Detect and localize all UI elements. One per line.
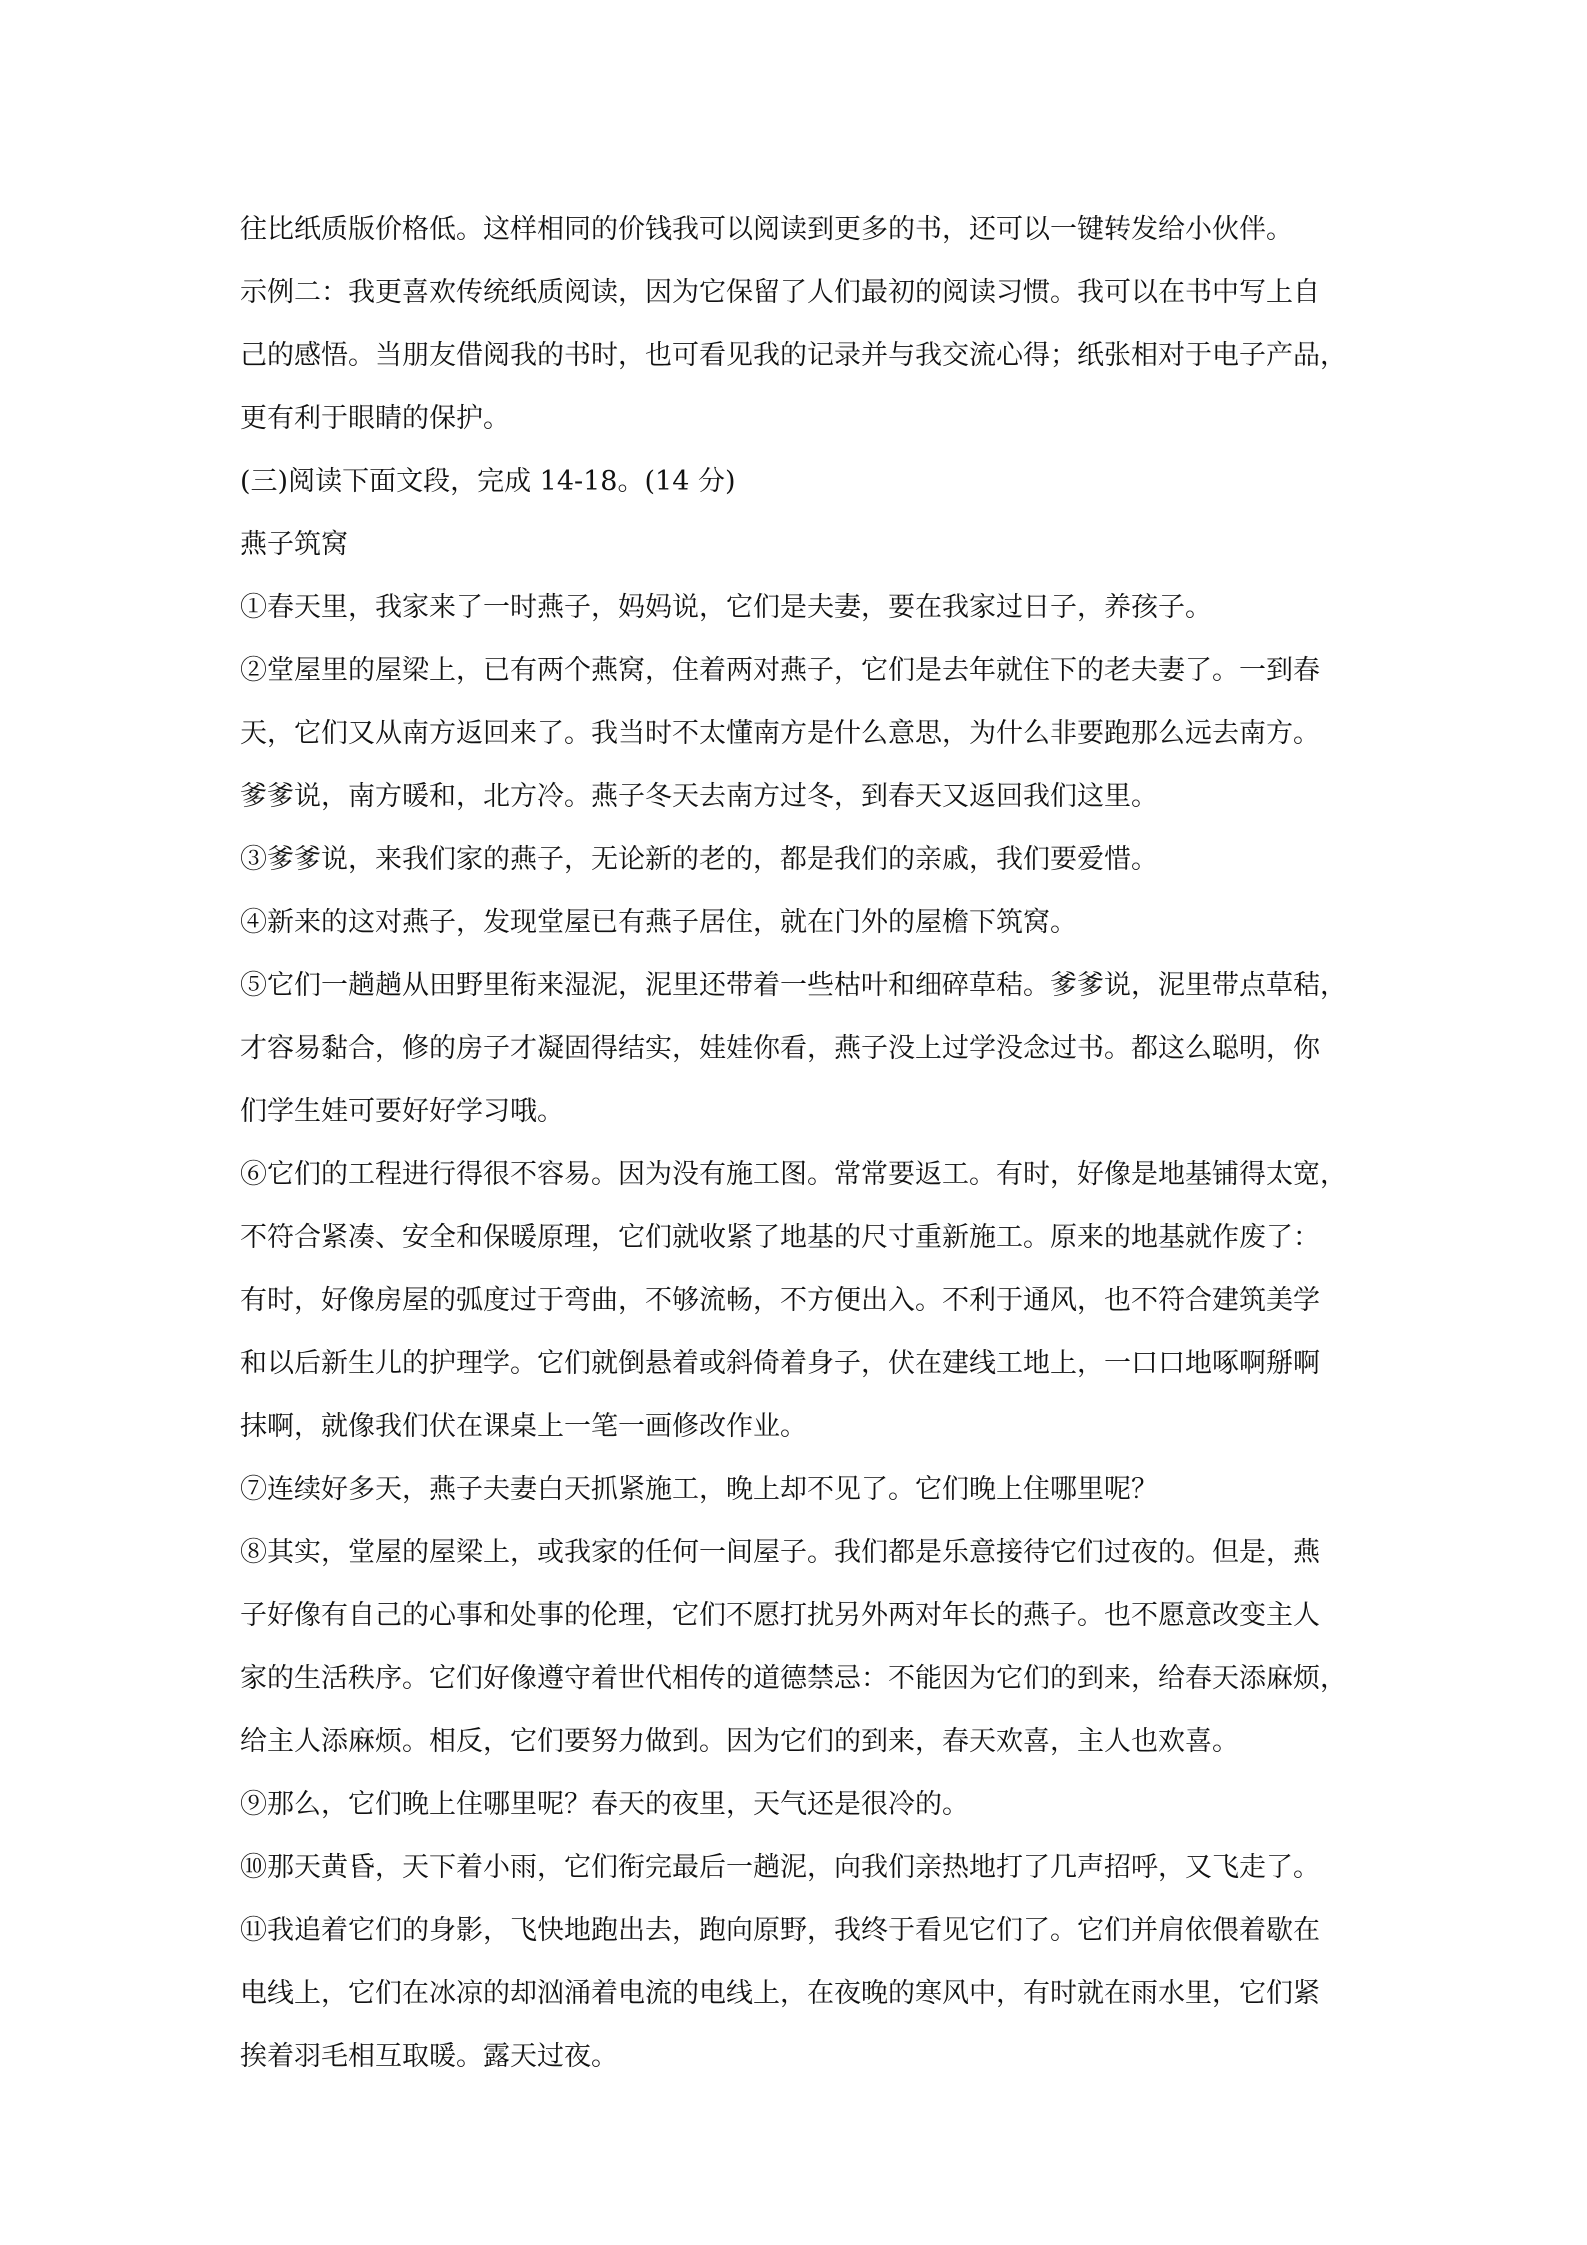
section-heading: (三)阅读下面文段，完成 14-18。(14 分) xyxy=(240,466,736,497)
text-line: ④新来的这对燕子，发现堂屋已有燕子居住，就在门外的屋檐下筑窝。 xyxy=(240,907,1077,938)
text-line: ③爹爹说，来我们家的燕子，无论新的老的，都是我们的亲戚，我们要爱惜。 xyxy=(240,844,1158,875)
text-line: 给主人添麻烦。相反，它们要努力做到。因为它们的到来，春天欢喜，主人也欢喜。 xyxy=(240,1726,1239,1757)
text-line: 家的生活秩序。它们好像遵守着世代相传的道德禁忌：不能因为它们的到来，给春天添麻烦， xyxy=(240,1663,1347,1694)
text-line: 抹啊，就像我们伏在课桌上一笔一画修改作业。 xyxy=(240,1411,807,1442)
text-line: 示例二：我更喜欢传统纸质阅读，因为它保留了人们最初的阅读习惯。我可以在书中写上自 xyxy=(240,277,1320,308)
text-line: 不符合紧凑、安全和保暖原理，它们就收紧了地基的尺寸重新施工。原来的地基就作废了： xyxy=(240,1222,1320,1253)
text-line: ⑪我追着它们的身影，飞快地跑出去，跑向原野，我终于看见它们了。它们并肩依偎着歇在 xyxy=(240,1915,1320,1946)
text-line: 更有利于眼睛的保护。 xyxy=(240,403,510,434)
text-line: 电线上，它们在冰凉的却汹涌着电流的电线上，在夜晚的寒风中，有时就在雨水里，它们紧 xyxy=(240,1978,1320,2009)
text-line: ②堂屋里的屋梁上，已有两个燕窝，住着两对燕子，它们是去年就住下的老夫妻了。一到春 xyxy=(240,655,1320,686)
text-line: 子好像有自己的心事和处事的伦理，它们不愿打扰另外两对年长的燕子。也不愿意改变主人 xyxy=(240,1600,1320,1631)
text-line: ⑥它们的工程进行得很不容易。因为没有施工图。常常要返工。有时，好像是地基铺得太宽， xyxy=(240,1159,1347,1190)
text-line: ⑧其实，堂屋的屋梁上，或我家的任何一间屋子。我们都是乐意接待它们过夜的。但是，燕 xyxy=(240,1537,1320,1568)
text-line: 才容易黏合，修的房子才凝固得结实，娃娃你看，燕子没上过学没念过书。都这么聪明，你 xyxy=(240,1033,1320,1064)
text-line: 有时，好像房屋的弧度过于弯曲，不够流畅，不方便出入。不利于通风，也不符合建筑美学 xyxy=(240,1285,1320,1316)
text-line: ⑩那天黄昏，天下着小雨，它们衔完最后一趟泥，向我们亲热地打了几声招呼，又飞走了。 xyxy=(240,1852,1320,1883)
text-line: ⑦连续好多天，燕子夫妻白天抓紧施工，晚上却不见了。它们晚上住哪里呢？ xyxy=(240,1474,1158,1505)
text-line: 和以后新生儿的护理学。它们就倒悬着或斜倚着身子，伏在建线工地上，一口口地啄啊掰啊 xyxy=(240,1348,1320,1379)
text-line: 爹爹说，南方暖和，北方冷。燕子冬天去南方过冬，到春天又返回我们这里。 xyxy=(240,781,1158,812)
document-page xyxy=(240,198,1352,2088)
text-line: 们学生娃可要好好学习哦。 xyxy=(240,1096,564,1127)
text-line: ①春天里，我家来了一时燕子，妈妈说，它们是夫妻，要在我家过日子，养孩子。 xyxy=(240,592,1212,623)
text-line: 己的感悟。当朋友借阅我的书时，也可看见我的记录并与我交流心得；纸张相对于电子产品， xyxy=(240,340,1347,371)
text-line: 挨着羽毛相互取暖。露天过夜。 xyxy=(240,2041,618,2072)
text-line: 往比纸质版价格低。这样相同的价钱我可以阅读到更多的书，还可以一键转发给小伙伴。 xyxy=(240,214,1293,245)
text-line: ⑨那么，它们晚上住哪里呢？春天的夜里，天气还是很冷的。 xyxy=(240,1789,969,1820)
text-line: ⑤它们一趟趟从田野里衔来湿泥，泥里还带着一些枯叶和细碎草秸。爹爹说，泥里带点草秸， xyxy=(240,970,1347,1001)
article-title: 燕子筑窝 xyxy=(240,529,348,560)
text-line: 天，它们又从南方返回来了。我当时不太懂南方是什么意思，为什么非要跑那么远去南方。 xyxy=(240,718,1320,749)
